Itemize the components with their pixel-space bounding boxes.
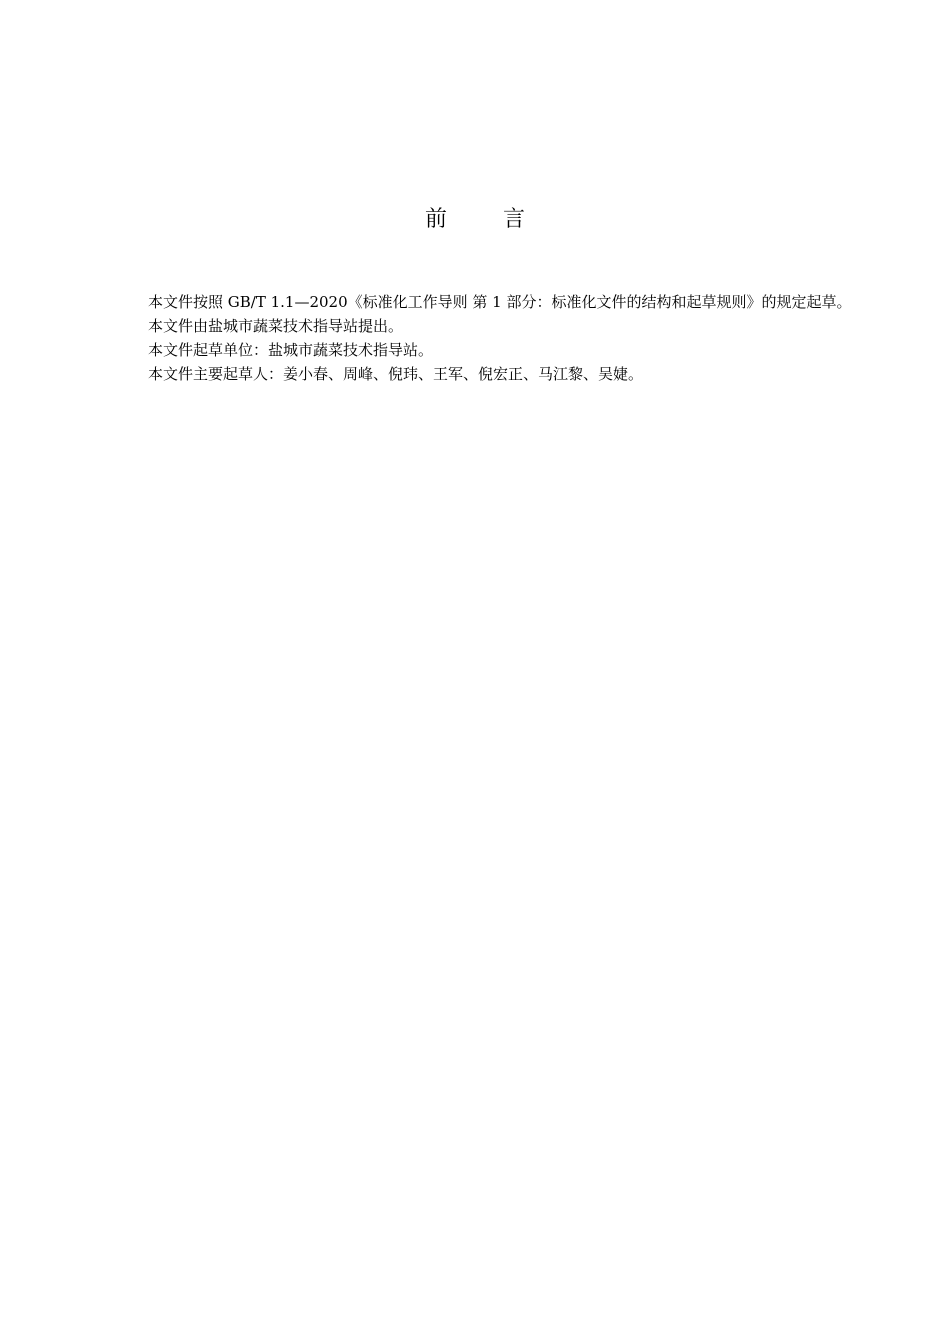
paragraph-standard-basis: 本文件按照 GB/T 1.1—2020《标准化工作导则 第 1 部分：标准化文件的结构和起草规则》的规定起草。 [148, 293, 852, 311]
page-title [0, 204, 950, 236]
page-title-char-1: 前 [424, 207, 447, 232]
page-title-char-2: 言 [503, 207, 526, 232]
foreword-body [114, 290, 862, 386]
paragraph-drafters: 本文件主要起草人：姜小春、周峰、倪玮、王军、倪宏正、马江黎、吴婕。 [148, 365, 644, 383]
paragraph-proposer: 本文件由盐城市蔬菜技术指导站提出。 [148, 317, 404, 335]
paragraph-drafting-unit: 本文件起草单位：盐城市蔬菜技术指导站。 [148, 341, 434, 359]
